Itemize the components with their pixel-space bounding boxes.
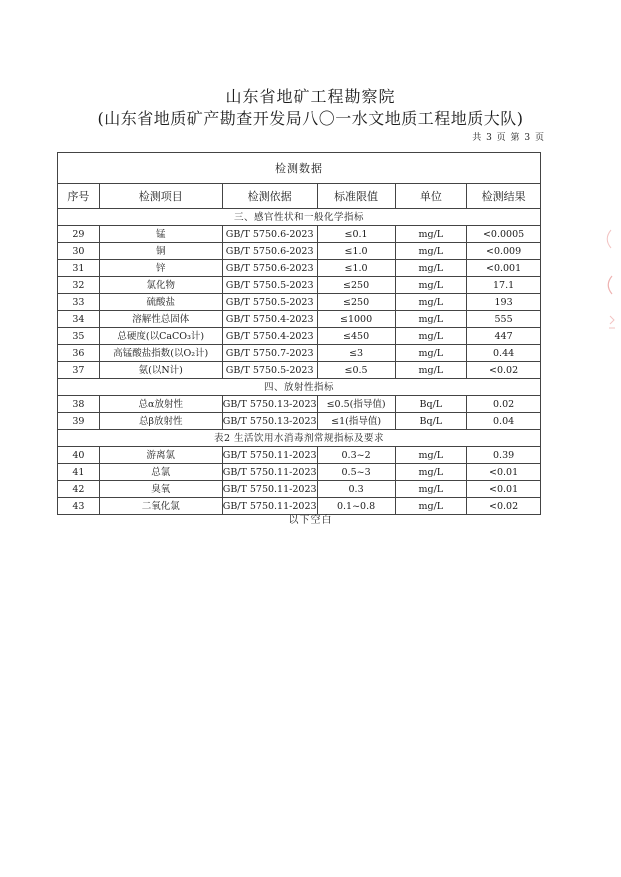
test-basis-cell: GB/T 5750.13-2023 [222,396,317,413]
test-item-cell: 高锰酸盐指数(以O₂计) [99,345,222,362]
section-label: 表2 生活饮用水消毒剂常规指标及要求 [58,430,541,447]
test-basis-cell: GB/T 5750.5-2023 [222,277,317,294]
table-row [58,328,541,345]
unit-cell: mg/L [395,243,467,260]
test-basis-cell: GB/T 5750.11-2023 [222,447,317,464]
row-number-cell: 30 [58,243,100,260]
test-item-cell: 锰 [99,226,222,243]
unit-cell: mg/L [395,311,467,328]
standard-limit-cell: ≤1(指导值) [317,413,395,430]
test-basis-cell: GB/T 5750.11-2023 [222,481,317,498]
column-header-unit: 单位 [395,184,467,209]
standard-limit-cell: ≤3 [317,345,395,362]
test-result-cell: 193 [467,294,541,311]
standard-limit-cell: ≤1000 [317,311,395,328]
test-item-cell: 总硬度(以CaCO₃计) [99,328,222,345]
table-row [58,260,541,277]
table-row [58,464,541,481]
table-row [58,447,541,464]
column-header-basis: 检测依据 [222,184,317,209]
row-number-cell: 37 [58,362,100,379]
test-item-cell: 溶解性总固体 [99,311,222,328]
test-basis-cell: GB/T 5750.5-2023 [222,362,317,379]
column-header-limit: 标准限值 [317,184,395,209]
column-header-result: 检测结果 [467,184,541,209]
test-result-cell: <0.009 [467,243,541,260]
standard-limit-cell: ≤1.0 [317,260,395,277]
unit-cell: mg/L [395,277,467,294]
test-result-cell: <0.01 [467,481,541,498]
table-row [58,345,541,362]
unit-cell: mg/L [395,498,467,515]
test-item-cell: 总氯 [99,464,222,481]
test-item-cell: 锌 [99,260,222,277]
test-result-cell: 0.39 [467,447,541,464]
test-result-cell: <0.02 [467,362,541,379]
test-item-cell: 总β放射性 [99,413,222,430]
page-number: 共 3 页 第 3 页 [472,133,545,143]
unit-cell: mg/L [395,464,467,481]
unit-cell: mg/L [395,345,467,362]
standard-limit-cell: ≤250 [317,294,395,311]
standard-limit-cell: 0.1~0.8 [317,498,395,515]
section-row [58,430,541,447]
unit-cell: mg/L [395,294,467,311]
row-number-cell: 35 [58,328,100,345]
row-number-cell: 29 [58,226,100,243]
test-basis-cell: GB/T 5750.4-2023 [222,311,317,328]
test-result-cell: 0.02 [467,396,541,413]
section-label: 四、放射性指标 [58,379,541,396]
test-result-cell: <0.02 [467,498,541,515]
unit-cell: mg/L [395,362,467,379]
test-result-cell: 0.44 [467,345,541,362]
standard-limit-cell: 0.3 [317,481,395,498]
table-row [58,362,541,379]
test-result-cell: 555 [467,311,541,328]
table-body [58,209,541,515]
organization-subtitle: (山东省地质矿产勘查开发局八〇一水文地质工程地质大队) [97,109,524,128]
standard-limit-cell: ≤450 [317,328,395,345]
row-number-cell: 43 [58,498,100,515]
table-row [58,226,541,243]
table-header-row [58,184,541,209]
column-header-item: 检测项目 [99,184,222,209]
row-number-cell: 42 [58,481,100,498]
test-item-cell: 臭氧 [99,481,222,498]
table-row [58,294,541,311]
standard-limit-cell: ≤0.5(指导值) [317,396,395,413]
test-basis-cell: GB/T 5750.11-2023 [222,498,317,515]
table-row [58,481,541,498]
row-number-cell: 39 [58,413,100,430]
row-number-cell: 32 [58,277,100,294]
seal-edge-mark [603,228,617,338]
standard-limit-cell: 0.3~2 [317,447,395,464]
test-item-cell: 二氧化氯 [99,498,222,515]
column-header-no: 序号 [58,184,100,209]
unit-cell: Bq/L [395,396,467,413]
row-number-cell: 34 [58,311,100,328]
table-row [58,311,541,328]
blank-below-note: 以下空白 [288,515,333,526]
test-item-cell: 总α放射性 [99,396,222,413]
test-item-cell: 硫酸盐 [99,294,222,311]
test-result-cell: <0.001 [467,260,541,277]
organization-title: 山东省地矿工程勘察院 [225,87,396,106]
standard-limit-cell: ≤0.5 [317,362,395,379]
test-basis-cell: GB/T 5750.11-2023 [222,464,317,481]
table-row [58,413,541,430]
standard-limit-cell: 0.5~3 [317,464,395,481]
test-basis-cell: GB/T 5750.4-2023 [222,328,317,345]
row-number-cell: 33 [58,294,100,311]
test-basis-cell: GB/T 5750.6-2023 [222,226,317,243]
test-result-cell: 447 [467,328,541,345]
test-basis-cell: GB/T 5750.7-2023 [222,345,317,362]
unit-cell: mg/L [395,260,467,277]
row-number-cell: 38 [58,396,100,413]
table-row [58,243,541,260]
section-row [58,209,541,226]
table-title: 检测数据 [58,153,541,184]
unit-cell: mg/L [395,447,467,464]
test-basis-cell: GB/T 5750.6-2023 [222,260,317,277]
test-item-cell: 游离氯 [99,447,222,464]
row-number-cell: 41 [58,464,100,481]
row-number-cell: 40 [58,447,100,464]
test-result-cell: 17.1 [467,277,541,294]
unit-cell: mg/L [395,481,467,498]
test-result-cell: 0.04 [467,413,541,430]
test-item-cell: 铜 [99,243,222,260]
row-number-cell: 31 [58,260,100,277]
standard-limit-cell: ≤0.1 [317,226,395,243]
test-item-cell: 氯化物 [99,277,222,294]
test-item-cell: 氨(以N计) [99,362,222,379]
unit-cell: mg/L [395,226,467,243]
unit-cell: Bq/L [395,413,467,430]
unit-cell: mg/L [395,328,467,345]
test-basis-cell: GB/T 5750.13-2023 [222,413,317,430]
test-result-cell: <0.0005 [467,226,541,243]
test-basis-cell: GB/T 5750.6-2023 [222,243,317,260]
test-data-table [57,152,541,515]
test-basis-cell: GB/T 5750.5-2023 [222,294,317,311]
table-row [58,277,541,294]
standard-limit-cell: ≤250 [317,277,395,294]
standard-limit-cell: ≤1.0 [317,243,395,260]
row-number-cell: 36 [58,345,100,362]
section-row [58,379,541,396]
table-row [58,396,541,413]
test-result-cell: <0.01 [467,464,541,481]
section-label: 三、感官性状和一般化学指标 [58,209,541,226]
